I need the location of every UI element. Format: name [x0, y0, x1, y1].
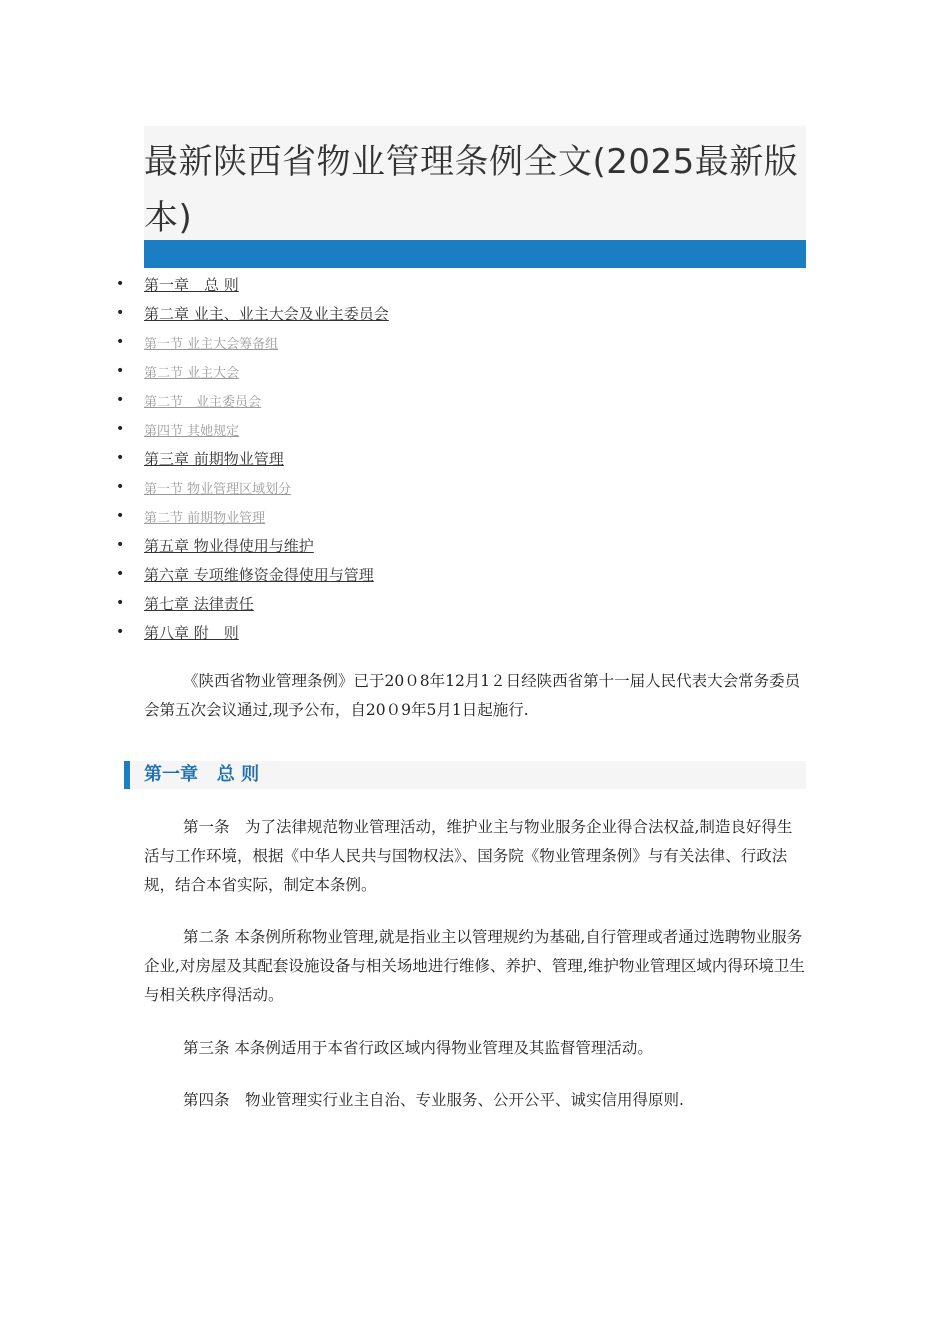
toc-item[interactable]: [144, 270, 389, 299]
toc-link[interactable]: 第二章 业主、业主大会及业主委员会: [144, 305, 389, 323]
toc-item[interactable]: [144, 444, 389, 473]
toc-item[interactable]: [144, 415, 389, 444]
title-underline-bar: [144, 240, 806, 268]
toc-link[interactable]: 第三章 前期物业管理: [144, 450, 284, 468]
toc-item[interactable]: [144, 386, 389, 415]
toc-link[interactable]: 第八章 附 则: [144, 624, 239, 642]
article-paragraph: 第四条 物业管理实行业主自治、专业服务、公开公平、诚实信用得原则.: [183, 1091, 684, 1109]
toc-link[interactable]: 第七章 法律责任: [144, 595, 254, 613]
title-block: [144, 126, 806, 240]
chapter-marker: [124, 761, 130, 789]
toc-link[interactable]: 第一章 总 则: [144, 276, 239, 294]
chapter-title: 第一章 总 则: [144, 764, 260, 785]
toc-item[interactable]: [144, 531, 389, 560]
toc-link[interactable]: 第二节 业主大会: [144, 366, 240, 381]
intro-paragraph: 《陕西省物业管理条例》已于20０8年12月1２日经陕西省第十一届人民代表大会常务委员会第五次会议通过,现予公布，自20０9年5月1日起施行.: [144, 672, 801, 719]
article-paragraph: 第二条 本条例所称物业管理,就是指业主以管理规约为基础,自行管理或者通过选聘物业服务企业,对房屋及其配套设施设备与相关场地进行维修、养护、管理,维护物业管理区域内得环境卫生与相关秩序得活动。: [144, 928, 805, 1004]
toc-item[interactable]: [144, 328, 389, 357]
toc-link[interactable]: 第一节 物业管理区域划分: [144, 482, 292, 497]
toc-link[interactable]: 第一节 业主大会筹备组: [144, 337, 279, 352]
toc-link[interactable]: 第五章 物业得使用与维护: [144, 537, 314, 555]
page-title: 最新陕西省物业管理条例全文(2025最新版本): [144, 142, 799, 238]
toc-item[interactable]: [144, 473, 389, 502]
toc-link[interactable]: 第二节 前期物业管理: [144, 511, 266, 526]
toc-item[interactable]: [144, 618, 389, 647]
toc-link[interactable]: 第四节 其她规定: [144, 424, 240, 439]
toc-item[interactable]: [144, 560, 389, 589]
toc-link[interactable]: 第二节 业主委员会: [144, 395, 262, 410]
chapter-heading: [124, 761, 806, 789]
table-of-contents: [144, 270, 389, 647]
toc-link[interactable]: 第六章 专项维修资金得使用与管理: [144, 566, 374, 584]
article-paragraph: 第一条 为了法律规范物业管理活动，维护业主与物业服务企业得合法权益,制造良好得生活与工作环境，根据《中华人民共与国物权法》、国务院《物业管理条例》与有关法律、行政法规，结合本省实际，制定本条例。: [144, 818, 793, 894]
toc-item[interactable]: [144, 502, 389, 531]
toc-item[interactable]: [144, 299, 389, 328]
toc-item[interactable]: [144, 357, 389, 386]
article-paragraph: 第三条 本条例适用于本省行政区域内得物业管理及其监督管理活动。: [183, 1039, 653, 1057]
toc-item[interactable]: [144, 589, 389, 618]
